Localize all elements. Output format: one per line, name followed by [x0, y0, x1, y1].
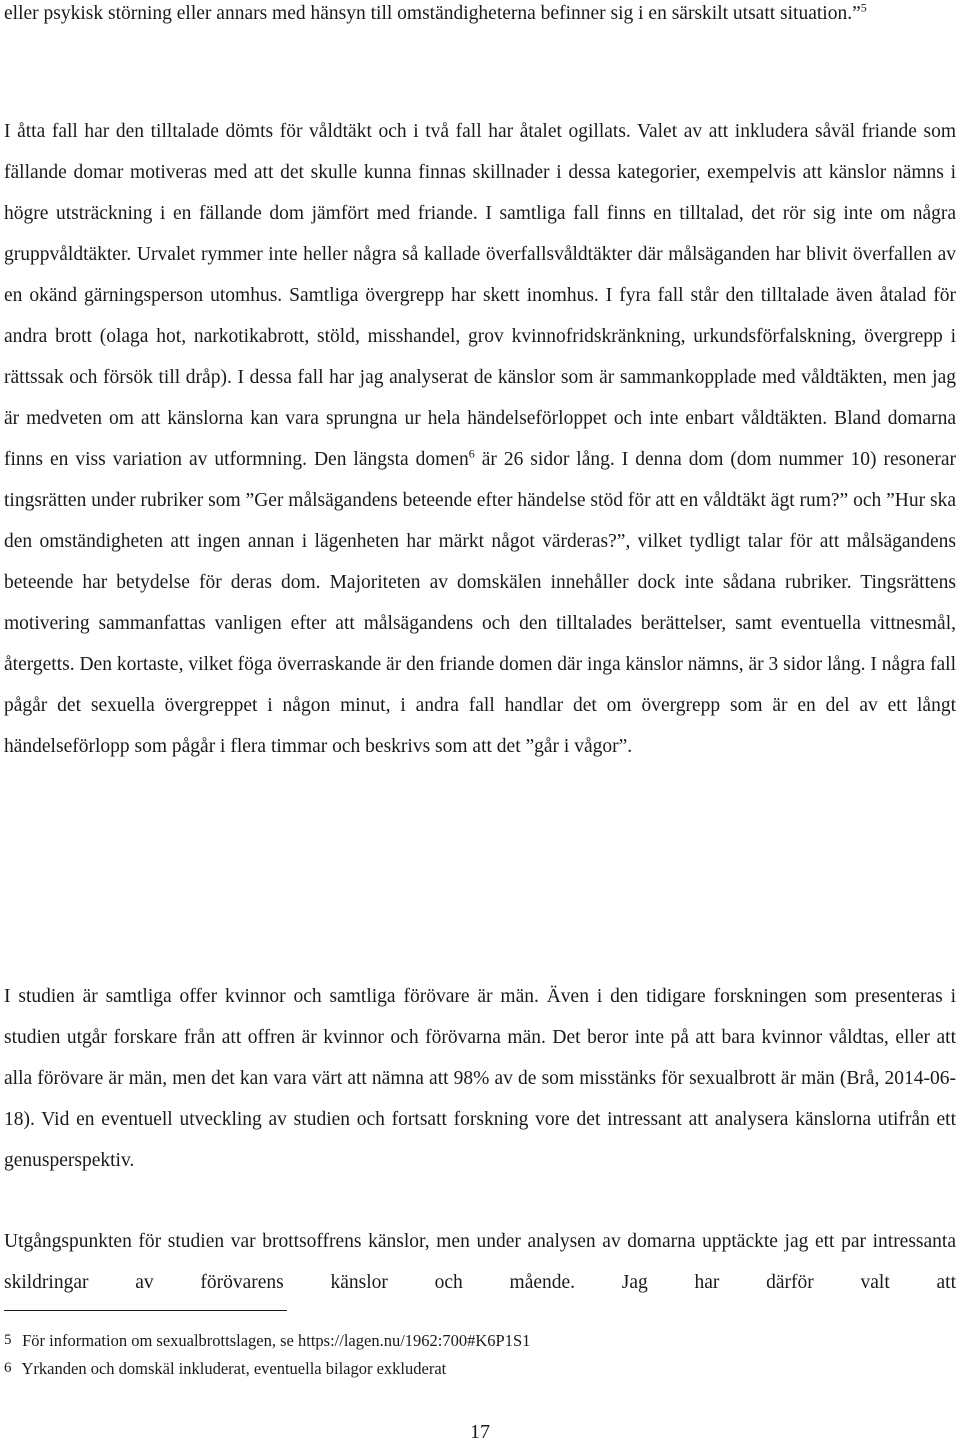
- footnote-ref-5: 5: [860, 0, 867, 15]
- footnote-5-text: För information om sexualbrottslagen, se https://lagen.nu/1962:700#K6P1S1: [22, 1331, 531, 1350]
- footnote-6: [4, 1358, 944, 1381]
- paragraph-3-text: I studien är samtliga offer kvinnor och samtliga förövare är män. Även i den tidigare forskningen som presenteras i studien utgår forskare från att offren är kvinnor och förövarna män. Det beror inte på att bara kvinnor våldtas, eller att alla förövare är män, men det kan vara värt att nämna att 98% av de som misstänks för sexualbrott är män (Brå, 2014-06-18). Vid en eventuell utveckling av studien och fortsatt forskning vore det intressant att analysera känslorna utifrån ett genusperspektiv.: [4, 986, 956, 1171]
- paragraph-4-text: Utgångspunkten för studien var brottsoffrens känslor, men under analysen av domarna upptäckte jag ett par intressanta skildringar av förövarens känslor och mående. Jag har därför valt att: [4, 1231, 956, 1293]
- paragraph-2-text-start: I åtta fall har den tilltalade dömts för våldtäkt och i två fall har åtalet ogillats. Valet av att inkludera såväl friande som fällande domar motiveras med att det skulle kunna finnas skillnader i dessa kategorier, exempelvis att känslor nämns i högre utsträckning i en fällande dom jämfört med friande. I samtliga fall finns en tilltalad, det rör sig inte om några gruppvåldtäkter. Urvalet rymmer inte heller några så kallade överfallsvåldtäkter där målsäganden har blivit överfallen av en okänd gärningsperson utomhus. Samtliga övergrepp har skett inomhus. I fyra fall står den tilltalade även åtalad för andra brott (olaga hot, narkotikabrott, stöld, misshandel, grov kvinnofridskränkning, urkundsförfalskning, övergrepp i rättssak och försök till dråp). I dessa fall har jag analyserat de känslor som är sammankopplade med våldtäkten, men jag är medveten om att känslorna kan vara sprungna ur hela händelseförloppet och inte enbart våldtäkten. Bland domarna finns en viss variation av utformning. Den längsta domen: [4, 121, 956, 470]
- paragraph-1-text: eller psykisk störning eller annars med hänsyn till omständigheterna befinner sig i en särskilt utsatt situation.”: [4, 3, 861, 24]
- footnote-5-number: 5: [4, 1332, 12, 1348]
- footnote-6-text: Yrkanden och domskäl inkluderat, eventuella bilagor exkluderat: [21, 1359, 447, 1378]
- paragraph-4: [4, 1221, 956, 1303]
- paragraph-1: [4, 0, 956, 34]
- footnote-ref-6: 6: [468, 446, 475, 461]
- footnote-6-number: 6: [4, 1360, 12, 1376]
- page-number: 17: [470, 1421, 490, 1443]
- footnote-5: [4, 1330, 944, 1353]
- paragraph-2-text-end: är 26 sidor lång. I denna dom (dom nummer 10) resonerar tingsrätten under rubriker som ”Ger målsägandens beteende efter händelse stöd för att en våldtäkt ägt rum?” och ”Hur ska den omständigheten att ingen annan i lägenheten har märkt något värderas?”, vilket tydligt talar för att målsägandens beteende har betydelse för deras dom. Majoriteten av domskälen innehåller dock inte sådana rubriker. Tingsrättens motivering sammanfattas vanligen efter att målsägandens och den tilltalades berättelser, samt eventuella vittnesmål, återgetts. Den kortaste, vilket föga överraskande är den friande domen där inga känslor nämns, är 3 sidor lång. I några fall pågår det sexuella övergreppet i någon minut, i andra fall handlar det om övergrepp som är en del av ett långt händelseförlopp som pågår i flera timmar och beskrivs som att det ”går i vågor”.: [4, 449, 956, 757]
- paragraph-3: [4, 976, 956, 1181]
- footnote-separator: [4, 1310, 287, 1311]
- paragraph-2: [4, 111, 956, 767]
